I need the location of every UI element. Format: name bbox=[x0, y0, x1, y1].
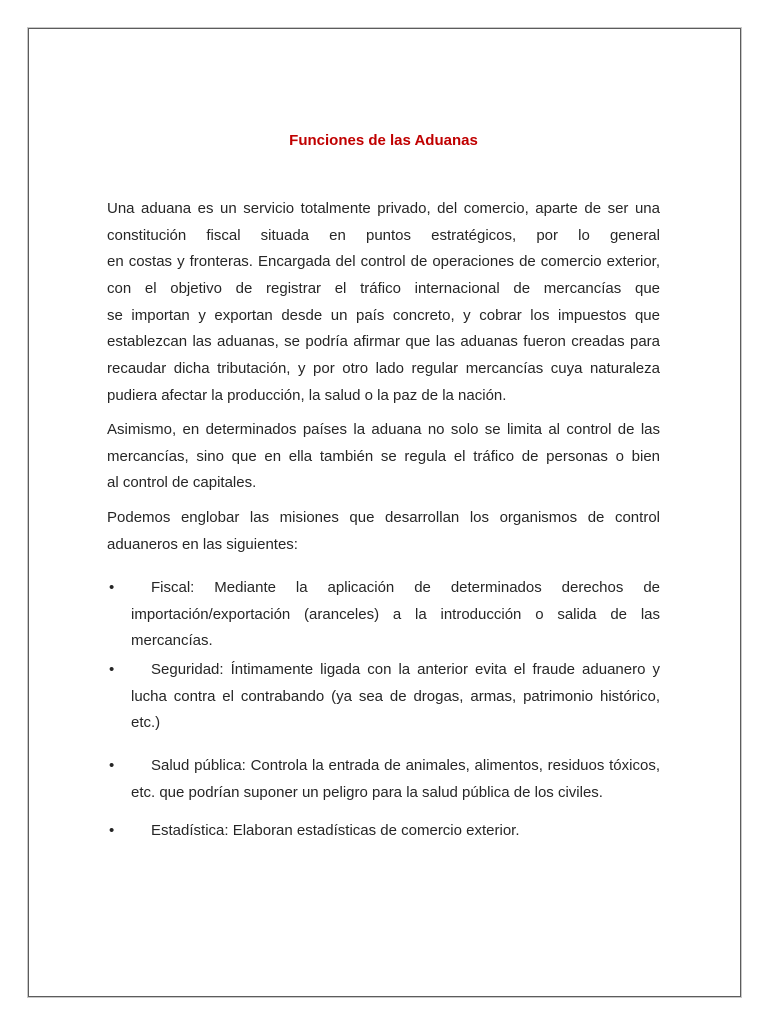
paragraph-line: con el objetivo de registrar el tráfico internacional de mercancías que bbox=[107, 280, 660, 298]
list-item-fiscal bbox=[109, 575, 660, 655]
list-item-seguridad bbox=[109, 657, 660, 737]
list-item-line: Salud pública: Controla la entrada de animales, alimentos, residuos tóxicos, bbox=[151, 757, 660, 774]
list-item-line: Fiscal: Mediante la aplicación de determinados derechos de bbox=[151, 579, 660, 596]
document-title: Funciones de las Aduanas bbox=[289, 132, 478, 149]
paragraph-line: pudiera afectar la producción, la salud o la paz de la nación. bbox=[107, 386, 507, 404]
bullet-marker: • bbox=[109, 661, 115, 678]
list-item-line: lucha contra el contrabando (ya sea de drogas, armas, patrimonio histórico, bbox=[131, 687, 660, 705]
paragraph-line: mercancías, sino que en ella también se regula el tráfico de personas o bien bbox=[107, 447, 660, 465]
paragraph-line: Asimismo, en determinados países la aduana no solo se limita al control de las bbox=[107, 421, 660, 438]
list-item-line: importación/exportación (aranceles) a la introducción o salida de las bbox=[131, 605, 660, 623]
document-page bbox=[28, 28, 741, 997]
list-item-line: etc.) bbox=[131, 714, 161, 732]
paragraph-line: constitución fiscal situada en puntos estratégicos, por lo general bbox=[107, 226, 660, 244]
list-item-line: mercancías. bbox=[131, 632, 213, 650]
paragraph-line: recaudar dicha tributación, y por otro lado regular mercancías cuya naturaleza bbox=[107, 360, 660, 378]
list-item-line: Estadística: Elaboran estadísticas de comercio exterior. bbox=[151, 822, 520, 839]
paragraph-line: Podemos englobar las misiones que desarrollan los organismos de control bbox=[107, 509, 660, 526]
list-item-line: etc. que podrían suponer un peligro para la salud pública de los civiles. bbox=[131, 783, 603, 801]
bullet-marker: • bbox=[109, 579, 115, 596]
paragraph-line: Una aduana es un servicio totalmente privado, del comercio, aparte de ser una bbox=[107, 200, 660, 217]
paragraph-line: en costas y fronteras. Encargada del control de operaciones de comercio exterior, bbox=[107, 253, 660, 271]
list-item-line: Seguridad: Íntimamente ligada con la anterior evita el fraude aduanero y bbox=[151, 661, 660, 678]
paragraph-line: establezcan las aduanas, se podría afirmar que las aduanas fueron creadas para bbox=[107, 333, 660, 351]
list-item-estadistica bbox=[109, 818, 660, 845]
list-item-salud-publica bbox=[109, 753, 660, 806]
paragraph-line: aduaneros en las siguientes: bbox=[107, 535, 298, 553]
bullet-marker: • bbox=[109, 757, 115, 774]
paragraph-list-intro bbox=[107, 505, 660, 558]
paragraph-asimismo bbox=[107, 417, 660, 497]
bullet-marker: • bbox=[109, 822, 115, 839]
paragraph-line: al control de capitales. bbox=[107, 474, 257, 492]
paragraph-intro bbox=[107, 196, 660, 410]
paragraph-line: se importan y exportan desde un país concreto, y cobrar los impuestos que bbox=[107, 306, 660, 324]
